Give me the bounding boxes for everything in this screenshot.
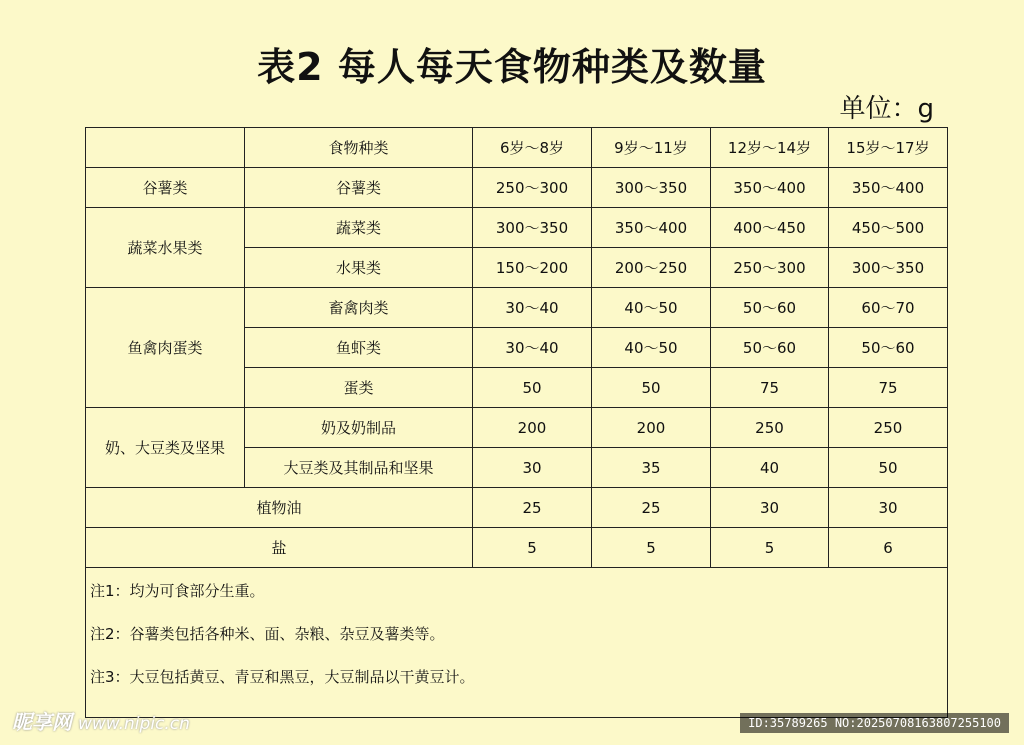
value-cell: 30 — [473, 448, 592, 488]
table-row — [86, 408, 948, 448]
value-cell: 350～400 — [711, 168, 829, 208]
watermark-id: ID:35789265 NO:20250708163807255100 — [740, 713, 1009, 733]
value-cell: 40～50 — [592, 328, 711, 368]
value-cell: 450～500 — [829, 208, 948, 248]
note: 注1：均为可食部分生重。 — [90, 582, 265, 600]
value-cell: 30～40 — [473, 328, 592, 368]
notes-row — [86, 568, 948, 718]
value-cell: 50～60 — [829, 328, 948, 368]
value-cell: 200～250 — [592, 248, 711, 288]
group-cell: 植物油 — [86, 488, 473, 528]
table-row — [86, 488, 948, 528]
header-cell: 9岁～11岁 — [592, 128, 711, 168]
header-cell: 12岁～14岁 — [711, 128, 829, 168]
value-cell: 300～350 — [473, 208, 592, 248]
table-row — [86, 288, 948, 328]
value-cell: 300～350 — [829, 248, 948, 288]
value-cell: 35 — [592, 448, 711, 488]
unit-label: 单位：g — [839, 94, 934, 124]
group-cell: 鱼禽肉蛋类 — [86, 288, 245, 408]
item-cell: 蛋类 — [245, 368, 473, 408]
value-cell: 400～450 — [711, 208, 829, 248]
value-cell: 50～60 — [711, 328, 829, 368]
table-row — [86, 208, 948, 248]
value-cell: 25 — [592, 488, 711, 528]
value-cell: 250～300 — [473, 168, 592, 208]
group-cell: 谷薯类 — [86, 168, 245, 208]
header-cell: 食物种类 — [245, 128, 473, 168]
item-cell: 谷薯类 — [245, 168, 473, 208]
watermark-url: www.nipic.cn — [78, 714, 190, 734]
food-table — [85, 127, 948, 718]
value-cell: 250 — [829, 408, 948, 448]
watermark-logo — [12, 706, 190, 735]
notes-cell — [86, 568, 948, 718]
group-cell: 蔬菜水果类 — [86, 208, 245, 288]
value-cell: 5 — [592, 528, 711, 568]
value-cell: 75 — [829, 368, 948, 408]
item-cell: 蔬菜类 — [245, 208, 473, 248]
table-row — [86, 168, 948, 208]
value-cell: 40～50 — [592, 288, 711, 328]
value-cell: 50 — [473, 368, 592, 408]
value-cell: 60～70 — [829, 288, 948, 328]
value-cell: 50 — [829, 448, 948, 488]
note: 注3：大豆包括黄豆、青豆和黑豆，大豆制品以干黄豆计。 — [90, 668, 475, 686]
value-cell: 250～300 — [711, 248, 829, 288]
group-cell: 盐 — [86, 528, 473, 568]
value-cell: 300～350 — [592, 168, 711, 208]
value-cell: 350～400 — [592, 208, 711, 248]
note: 注2：谷薯类包括各种米、面、杂粮、杂豆及薯类等。 — [90, 625, 445, 643]
value-cell: 75 — [711, 368, 829, 408]
header-cell: 15岁～17岁 — [829, 128, 948, 168]
value-cell: 250 — [711, 408, 829, 448]
value-cell: 25 — [473, 488, 592, 528]
value-cell: 6 — [829, 528, 948, 568]
item-cell: 大豆类及其制品和坚果 — [245, 448, 473, 488]
value-cell: 30～40 — [473, 288, 592, 328]
group-cell: 奶、大豆类及坚果 — [86, 408, 245, 488]
table-row — [86, 528, 948, 568]
item-cell: 鱼虾类 — [245, 328, 473, 368]
value-cell: 5 — [711, 528, 829, 568]
header-cell: 6岁～8岁 — [473, 128, 592, 168]
value-cell: 200 — [592, 408, 711, 448]
item-cell: 水果类 — [245, 248, 473, 288]
header-blank-cell — [86, 128, 245, 168]
value-cell: 30 — [711, 488, 829, 528]
value-cell: 150～200 — [473, 248, 592, 288]
item-cell: 奶及奶制品 — [245, 408, 473, 448]
watermark-brand: 昵享网 — [12, 710, 72, 734]
value-cell: 40 — [711, 448, 829, 488]
value-cell: 50～60 — [711, 288, 829, 328]
page-title: 表2 每人每天食物种类及数量 — [257, 45, 767, 89]
value-cell: 50 — [592, 368, 711, 408]
value-cell: 350～400 — [829, 168, 948, 208]
value-cell: 5 — [473, 528, 592, 568]
value-cell: 200 — [473, 408, 592, 448]
table-header-row — [86, 128, 948, 168]
item-cell: 畜禽肉类 — [245, 288, 473, 328]
value-cell: 30 — [829, 488, 948, 528]
